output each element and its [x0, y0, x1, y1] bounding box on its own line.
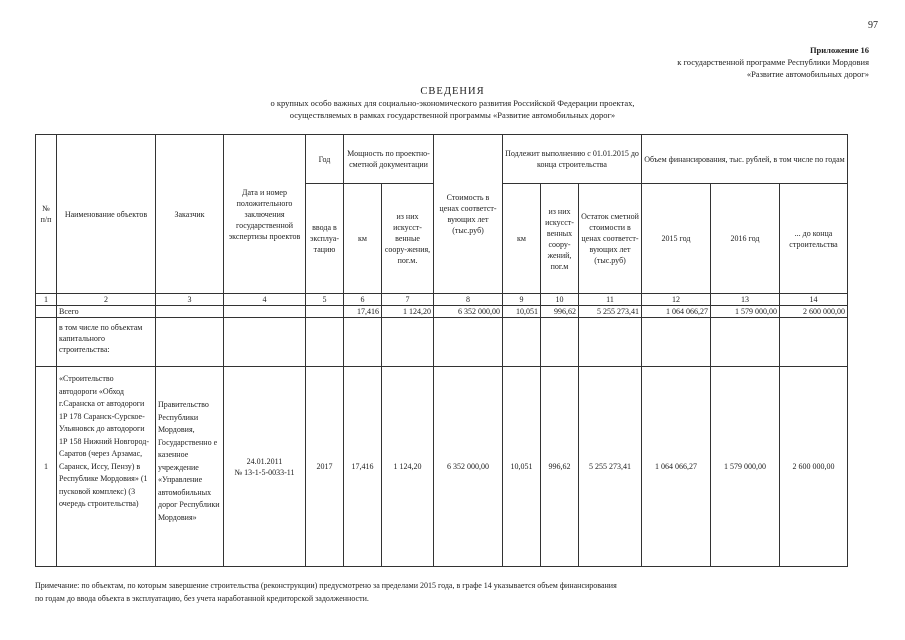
- object-name: «Строительство автодороги «Обход г.Саранска от автодороги 1Р 178 Саранск-Сурское-Ульяновск до автодороги 1Р 158 Нижний Новгород-Саратов (через Арзамас, Саранск, Иссу, Пензу) в Республике Мордовия» (1 пусковой комплекс) (3 очередь строительства): [57, 367, 156, 567]
- including-row: [36, 318, 848, 367]
- expertise-number: № 13-1-5-0033-11: [234, 467, 295, 477]
- header-todo-rest: Остаток сметной стоимости в ценах соответст-вующих лет (тыс.руб): [579, 184, 642, 294]
- total-cost: 6 352 000,00: [434, 306, 503, 318]
- col-number: 9: [503, 294, 541, 306]
- total-fin-2015: 1 064 066,27: [642, 306, 711, 318]
- header-name: Наименование объектов: [57, 135, 156, 294]
- object-row: [36, 367, 848, 567]
- total-fin-2016: 1 579 000,00: [711, 306, 780, 318]
- header-fin-group: Объем финансирования, тыс. рублей, в том числе по годам: [642, 135, 848, 184]
- object-expertise: [224, 367, 306, 567]
- header-todo-group: Подлежит выполнению с 01.01.2015 до конца строительства: [503, 135, 642, 184]
- projects-table: [35, 134, 848, 567]
- heading-line-1: о крупных особо важных для социально-экономического развития Российской Федерации проектах,: [270, 98, 635, 108]
- object-no: 1: [36, 367, 57, 567]
- total-row: [36, 306, 848, 318]
- col-number: 12: [642, 294, 711, 306]
- col-number: 3: [156, 294, 224, 306]
- total-fin-end: 2 600 000,00: [780, 306, 848, 318]
- col-number: 4: [224, 294, 306, 306]
- total-power-art: 1 124,20: [382, 306, 434, 318]
- header-cost: Стоимость в ценах соответст-вующих лет (тыс.руб): [434, 135, 503, 294]
- heading-line-2: осуществляемых в рамках государственной программы «Развитие автомобильных дорог»: [289, 110, 616, 120]
- header-fin-end: ... до конца строительства: [780, 184, 848, 294]
- header-year-group: Год: [306, 135, 344, 184]
- header-power-group: Мощность по проектно-сметной документации: [344, 135, 434, 184]
- expertise-date: 24.01.2011: [246, 456, 283, 466]
- col-number: 7: [382, 294, 434, 306]
- col-number: 13: [711, 294, 780, 306]
- total-todo-km: 10,051: [503, 306, 541, 318]
- object-fin-end: 2 600 000,00: [780, 367, 848, 567]
- document-heading: [0, 86, 905, 121]
- header-todo-art: из них искусст-венных соору-жений, пог.м: [541, 184, 579, 294]
- total-power-km: 17,416: [344, 306, 382, 318]
- annex-title: Приложение 16: [809, 45, 869, 55]
- annex-block: [677, 44, 869, 80]
- object-power-art: 1 124,20: [382, 367, 434, 567]
- object-customer: Правительство Республики Мордовия, Государственно е казенное учреждение «Управление автомобильных дорог Республики Мордовия»: [156, 367, 224, 567]
- col-number: 8: [434, 294, 503, 306]
- col-number: 6: [344, 294, 382, 306]
- col-number: 5: [306, 294, 344, 306]
- object-fin-2015: 1 064 066,27: [642, 367, 711, 567]
- header-power-km: км: [344, 184, 382, 294]
- header-year-sub: ввода в эксплуа-тацию: [306, 184, 344, 294]
- object-power-km: 17,416: [344, 367, 382, 567]
- object-todo-rest: 5 255 273,41: [579, 367, 642, 567]
- footnote-line-1: Примечание: по объектам, по которым завершение строительства (реконструкции) предусмотрено за пределами 2015 года, в графе 14 указывается объем финансирования: [35, 581, 617, 590]
- header-todo-km: км: [503, 184, 541, 294]
- col-number: 10: [541, 294, 579, 306]
- footnote-line-2: по годам до ввода объекта в эксплуатацию, без учета наработанной кредиторской задолженности.: [35, 594, 369, 603]
- col-number: 14: [780, 294, 848, 306]
- header-expertise: Дата и номер положительного заключения государственной экспертизы проектов: [224, 135, 306, 294]
- header-customer: Заказчик: [156, 135, 224, 294]
- col-number: 11: [579, 294, 642, 306]
- header-fin-2016: 2016 год: [711, 184, 780, 294]
- header-power-art: из них искусст-венные соору-жения, пог.м.: [382, 184, 434, 294]
- header-row-1: [36, 135, 848, 184]
- object-year: 2017: [306, 367, 344, 567]
- including-label: в том числе по объектам капитального строительства:: [57, 318, 156, 367]
- annex-line-3: «Развитие автомобильных дорог»: [746, 69, 869, 79]
- header-fin-2015: 2015 год: [642, 184, 711, 294]
- column-number-row: [36, 294, 848, 306]
- total-todo-rest: 5 255 273,41: [579, 306, 642, 318]
- annex-line-2: к государственной программе Республики Мордовия: [677, 57, 869, 67]
- page-number: 97: [868, 20, 878, 31]
- object-cost: 6 352 000,00: [434, 367, 503, 567]
- col-number: 1: [36, 294, 57, 306]
- col-number: 2: [57, 294, 156, 306]
- document-title: СВЕДЕНИЯ: [420, 86, 485, 97]
- total-todo-art: 996,62: [541, 306, 579, 318]
- object-todo-art: 996,62: [541, 367, 579, 567]
- header-no: № п/п: [36, 135, 57, 294]
- footnote: [35, 579, 895, 605]
- object-todo-km: 10,051: [503, 367, 541, 567]
- total-label: Всего: [57, 306, 156, 318]
- object-fin-2016: 1 579 000,00: [711, 367, 780, 567]
